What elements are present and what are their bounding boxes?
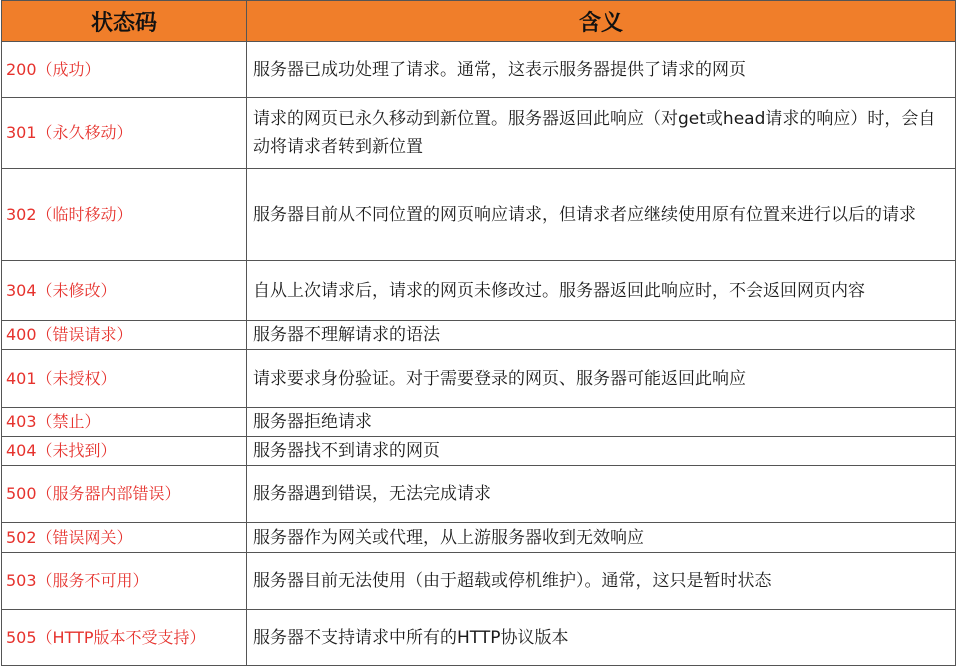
meaning-cell: 服务器找不到请求的网页 xyxy=(247,437,956,466)
status-code-cell: 200（成功） xyxy=(2,42,247,98)
table-row xyxy=(2,610,956,666)
status-code-cell: 301（永久移动） xyxy=(2,98,247,169)
meaning-cell: 自从上次请求后，请求的网页未修改过。服务器返回此响应时，不会返回网页内容 xyxy=(247,261,956,321)
header-status-code: 状态码 xyxy=(2,1,247,42)
meaning-cell: 服务器已成功处理了请求。通常，这表示服务器提供了请求的网页 xyxy=(247,42,956,98)
status-code-cell: 403（禁止） xyxy=(2,408,247,437)
table-row xyxy=(2,553,956,610)
table-row xyxy=(2,437,956,466)
table-row xyxy=(2,466,956,523)
table-row xyxy=(2,42,956,98)
status-code-cell: 302（临时移动） xyxy=(2,169,247,261)
meaning-cell: 请求要求身份验证。对于需要登录的网页、服务器可能返回此响应 xyxy=(247,350,956,408)
status-code-cell: 400（错误请求） xyxy=(2,321,247,350)
status-code-cell: 304（未修改） xyxy=(2,261,247,321)
http-status-code-table xyxy=(1,0,956,666)
meaning-cell: 服务器拒绝请求 xyxy=(247,408,956,437)
table-row xyxy=(2,408,956,437)
table-row xyxy=(2,350,956,408)
table-row xyxy=(2,321,956,350)
status-code-cell: 505（HTTP版本不受支持） xyxy=(2,610,247,666)
status-code-cell: 502（错误网关） xyxy=(2,523,247,553)
header-meaning: 含义 xyxy=(247,1,956,42)
meaning-cell: 服务器作为网关或代理，从上游服务器收到无效响应 xyxy=(247,523,956,553)
table-row xyxy=(2,523,956,553)
table-row xyxy=(2,98,956,169)
meaning-cell: 服务器目前无法使用（由于超载或停机维护）。通常，这只是暂时状态 xyxy=(247,553,956,610)
status-code-cell: 401（未授权） xyxy=(2,350,247,408)
meaning-cell: 服务器目前从不同位置的网页响应请求，但请求者应继续使用原有位置来进行以后的请求 xyxy=(247,169,956,261)
meaning-cell: 服务器不支持请求中所有的HTTP协议版本 xyxy=(247,610,956,666)
table-row xyxy=(2,261,956,321)
meaning-cell: 请求的网页已永久移动到新位置。服务器返回此响应（对get或head请求的响应）时，会自动将请求者转到新位置 xyxy=(247,98,956,169)
status-code-cell: 500（服务器内部错误） xyxy=(2,466,247,523)
table-header-row xyxy=(2,1,956,42)
meaning-cell: 服务器不理解请求的语法 xyxy=(247,321,956,350)
status-code-cell: 503（服务不可用） xyxy=(2,553,247,610)
table-row xyxy=(2,169,956,261)
status-code-table-container xyxy=(1,0,955,666)
meaning-cell: 服务器遇到错误，无法完成请求 xyxy=(247,466,956,523)
status-code-cell: 404（未找到） xyxy=(2,437,247,466)
